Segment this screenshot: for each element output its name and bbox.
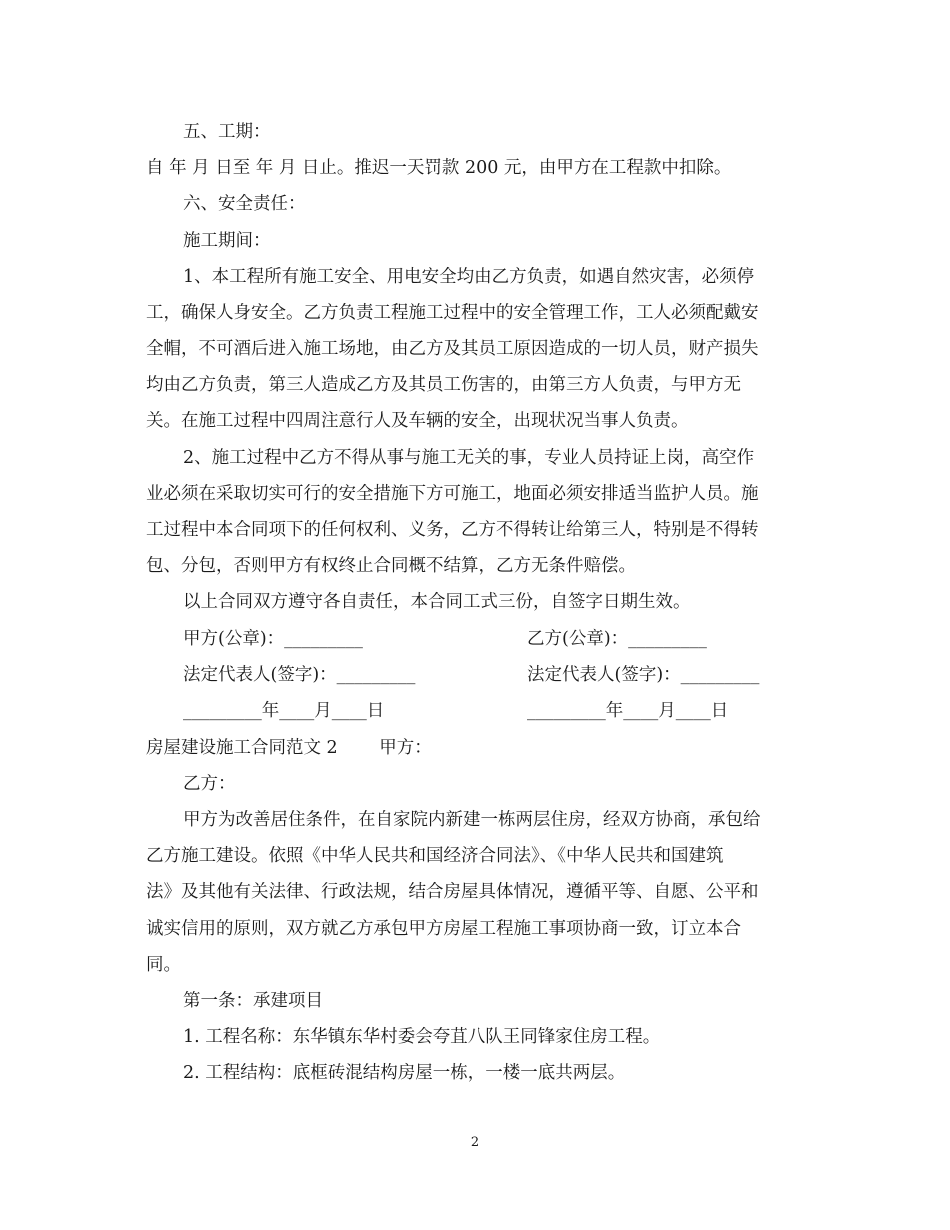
paragraph-line: 2、施工过程中乙方不得从事与施工无关的事，专业人员持证上岗，高空作 bbox=[183, 448, 755, 468]
paragraph-line: 1、本工程所有施工安全、用电安全均由乙方负责，如遇自然灾害，必须停 bbox=[183, 267, 755, 287]
sample-2-party-a: 甲方： bbox=[379, 738, 432, 758]
paragraph-line: 关。在施工过程中四周注意行人及车辆的安全，出现状况当事人负责。 bbox=[146, 411, 689, 431]
paragraph-line: 全帽，不可酒后进入施工场地，由乙方及其员工原因造成的一切人员，财产损失 bbox=[146, 339, 759, 359]
paragraph-line: 工，确保人身安全。乙方负责工程施工过程中的安全管理工作，工人必须配戴安 bbox=[146, 303, 759, 323]
paragraph-line: 法》及其他有关法律、行政法规，结合房屋具体情况，遵循平等、自愿、公平和 bbox=[146, 882, 759, 902]
section-5-text: 自 年 月 日至 年 月 日止。推迟一天罚款 200 元，由甲方在工程款中扣除。 bbox=[146, 158, 732, 178]
sample-2-title-line bbox=[146, 736, 432, 760]
paragraph-line: 包、分包，否则甲方有权终止合同概不结算，乙方无条件赔偿。 bbox=[146, 556, 636, 576]
party-b-date: _________年____月____日 bbox=[527, 701, 729, 721]
article-1-item-2: 2. 工程结构：底框砖混结构房屋一栋，一楼一底共两层。 bbox=[183, 1063, 626, 1083]
section-6-heading: 六、安全责任： bbox=[183, 194, 306, 214]
party-a-seal: 甲方(公章)：_________ bbox=[183, 629, 363, 649]
page-number: 2 bbox=[470, 1135, 480, 1150]
paragraph-line: 工过程中本合同项下的任何权利、义务，乙方不得转让给第三人，特别是不得转 bbox=[146, 520, 759, 540]
party-b-seal: 乙方(公章)：_________ bbox=[527, 629, 707, 649]
sample-2-title: 房屋建设施工合同范文 2 bbox=[146, 738, 338, 758]
article-1-item-1: 1. 工程名称：东华镇东华村委会夸苴八队王同锋家住房工程。 bbox=[183, 1027, 661, 1047]
paragraph-line: 业必须在采取切实可行的安全措施下方可施工，地面必须安排适当监护人员。施 bbox=[146, 484, 759, 504]
sample-2-party-b: 乙方： bbox=[183, 774, 236, 794]
party-a-date: _________年____月____日 bbox=[183, 701, 385, 721]
paragraph-line: 乙方施工建设。依照《中华人民共和国经济合同法》、《中华人民共和国建筑 bbox=[146, 846, 724, 866]
party-b-representative: 法定代表人(签字)：_________ bbox=[527, 665, 760, 685]
section-5-heading: 五、工期： bbox=[183, 122, 271, 142]
construction-period-label: 施工期间： bbox=[183, 231, 271, 251]
paragraph-line: 甲方为改善居住条件，在自家院内新建一栋两层住房，经双方协商，承包给 bbox=[183, 810, 761, 830]
paragraph-line: 均由乙方负责，第三人造成乙方及其员工伤害的，由第三方人负责，与甲方无 bbox=[146, 375, 741, 395]
closing-text: 以上合同双方遵守各自责任，本合同工式三份，自签字日期生效。 bbox=[183, 592, 691, 612]
party-a-representative: 法定代表人(签字)：_________ bbox=[183, 665, 416, 685]
paragraph-line: 同。 bbox=[146, 955, 181, 975]
article-1-heading: 第一条：承建项目 bbox=[183, 991, 323, 1011]
paragraph-line: 诚实信用的原则，双方就乙方承包甲方房屋工程施工事项协商一致，订立本合 bbox=[146, 919, 741, 939]
